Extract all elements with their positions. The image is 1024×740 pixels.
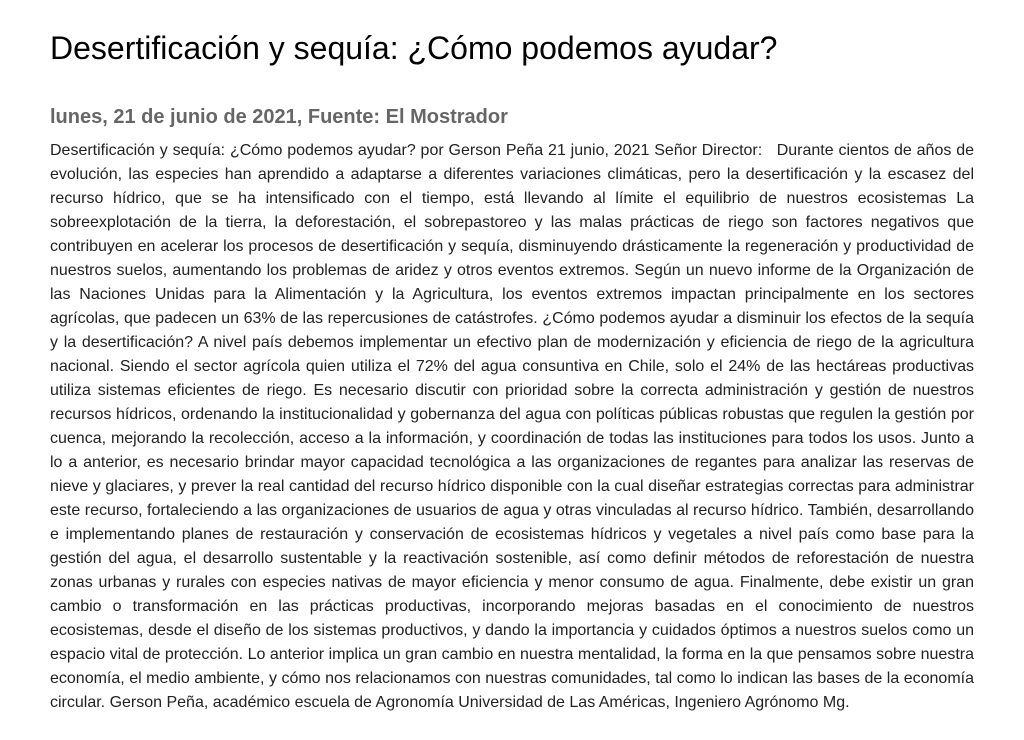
article-body: Desertificación y sequía: ¿Cómo podemos ayudar? por Gerson Peña 21 junio, 2021 Señor Director: Durante cientos de años de evolución, las especies han aprendido a adaptarse a diferentes variaciones climáticas, pero la desertificación y la escasez del recurso hídrico, que se ha intensificado con el tiempo, está llevando al límite el equilibrio de nuestros ecosistemas La sobreexplotación de la tierra, la deforestación, el sobrepastoreo y las malas prácticas de riego son factores negativos que contribuyen en acelerar los procesos de desertificación y sequía, disminuyendo drásticamente la regeneración y productividad de nuestros suelos, aumentando los problemas de aridez y otros eventos extremos. Según un nuevo informe de la Organización de las Naciones Unidas para la Alimentación y la Agricultura, los eventos extremos impactan principalmente en los sectores agrícolas, que padecen un 63% de las repercusiones de catástrofes. ¿Cómo podemos ayudar a disminuir los efectos de la sequía y la desertificación? A nivel país debemos implementar un efectivo plan de modernización y eficiencia de riego de la agricultura nacional. Siendo el sector agrícola quien utiliza el 72% del agua consuntiva en Chile, solo el 24% de las hectáreas productivas utiliza sistemas eficientes de riego. Es necesario discutir con prioridad sobre la correcta administración y gestión de nuestros recursos hídricos, ordenando la institucionalidad y gobernanza del agua con políticas públicas robustas que regulen la gestión por cuenca, mejorando la recolección, acceso a la información, y coordinación de todas las instituciones para todos los usos. Junto a lo a anterior, es necesario brindar mayor capacidad tecnológica a las organizaciones de regantes para analizar las reservas de nieve y glaciares, y prever la real cantidad del recurso hídrico disponible con la cual diseñar estrategias correctas para administrar este recurso, fortaleciendo a las organizaciones de usuarios de agua y otras vinculadas al recurso hídrico. También, desarrollando e implementando planes de restauración y conservación de ecosistemas hídricos y vegetales a nivel país como base para la gestión del agua, el desarrollo sustentable y la reactivación sostenible, así como definir métodos de reforestación de nuestra zonas urbanas y rurales con especies nativas de mayor eficiencia y menor consumo de agua. Finalmente, debe existir un gran cambio o transformación en las prácticas productivas, incorporando mejoras basadas en el conocimiento de nuestros ecosistemas, desde el diseño de los sistemas productivos, y dando la importancia y cuidados óptimos a nuestros suelos como un espacio vital de protección. Lo anterior implica un gran cambio en nuestra mentalidad, la forma en la que pensamos sobre nuestra economía, el medio ambiente, y cómo nos relacionamos con nuestras comunidades, tal como lo indican las bases de la economía circular. Gerson Peña, académico escuela de Agronomía Universidad de Las Américas, Ingeniero Agrónomo Mg. [50, 142, 979, 711]
article-date-source: lunes, 21 de junio de 2021, Fuente: El Mostrador [50, 106, 508, 128]
article-title: Desertificación y sequía: ¿Cómo podemos ayudar? [50, 30, 778, 66]
